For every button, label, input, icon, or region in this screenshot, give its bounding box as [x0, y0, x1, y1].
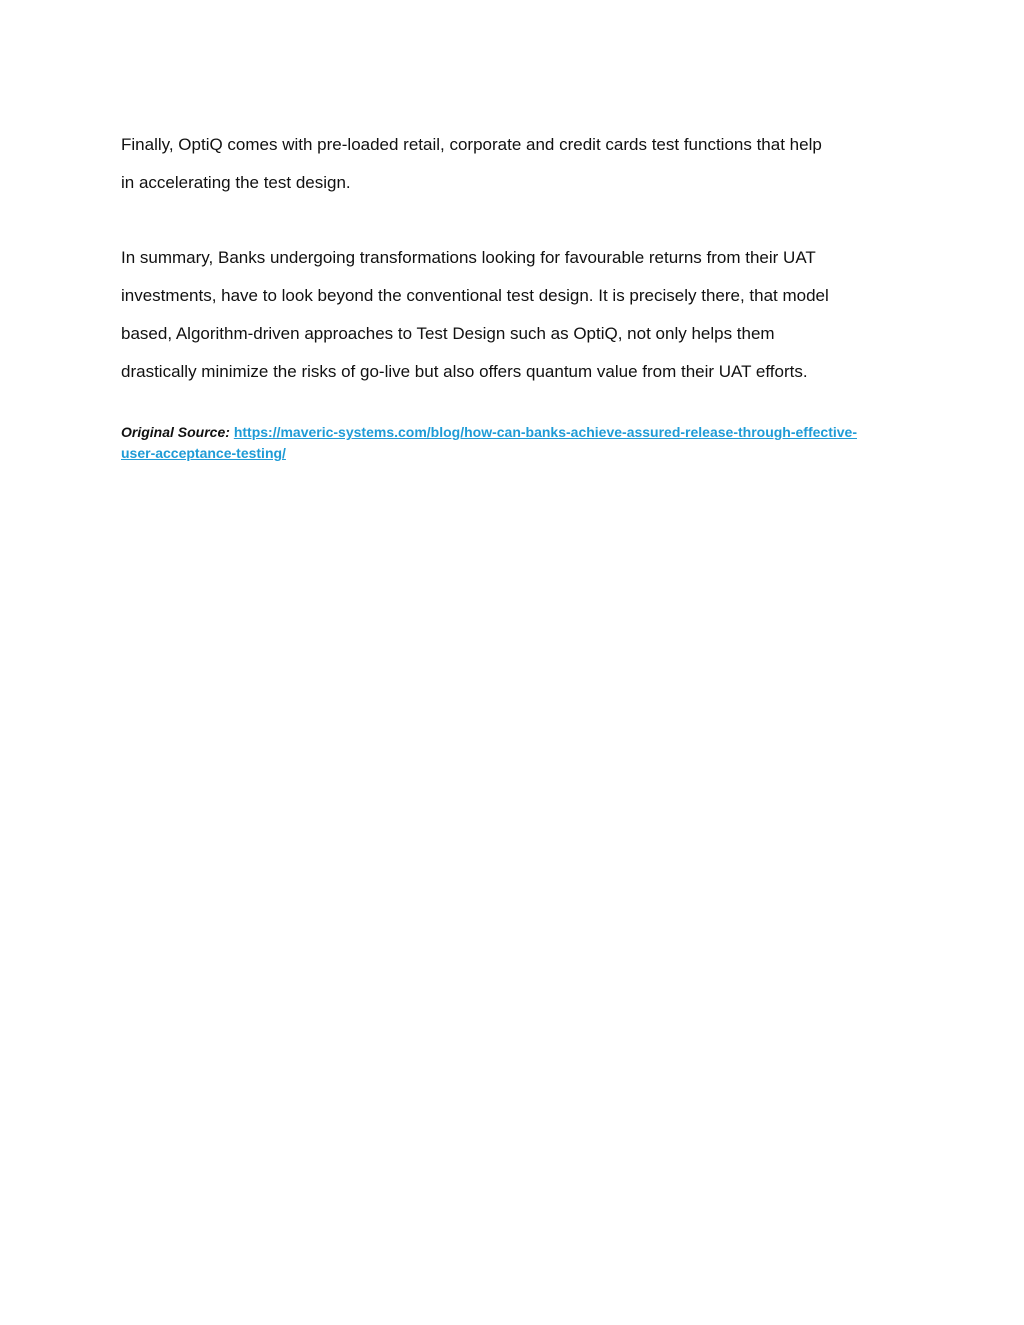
paragraph-summary	[121, 239, 911, 391]
paragraph-line: Finally, OptiQ comes with pre-loaded retail, corporate and credit cards test functions that help	[121, 135, 822, 154]
paragraph-line: in accelerating the test design.	[121, 173, 351, 192]
document-body	[121, 126, 911, 464]
original-source-link[interactable]	[121, 424, 857, 461]
paragraph-line: In summary, Banks undergoing transformations looking for favourable returns from their UAT	[121, 248, 816, 267]
paragraph-line: based, Algorithm-driven approaches to Test Design such as OptiQ, not only helps them	[121, 324, 775, 343]
paragraph-optiq-test-functions	[121, 126, 911, 202]
source-link-line-2[interactable]: user-acceptance-testing/	[121, 445, 286, 461]
source-link-line-1[interactable]: https://maveric-systems.com/blog/how-can-banks-achieve-assured-release-through-effective-	[233, 424, 857, 440]
paragraph-line: investments, have to look beyond the conventional test design. It is precisely there, that model	[121, 286, 829, 305]
original-source-citation	[121, 422, 911, 464]
paragraph-line: drastically minimize the risks of go-live but also offers quantum value from their UAT efforts.	[121, 362, 808, 381]
original-source-label: Original Source:	[121, 424, 230, 440]
